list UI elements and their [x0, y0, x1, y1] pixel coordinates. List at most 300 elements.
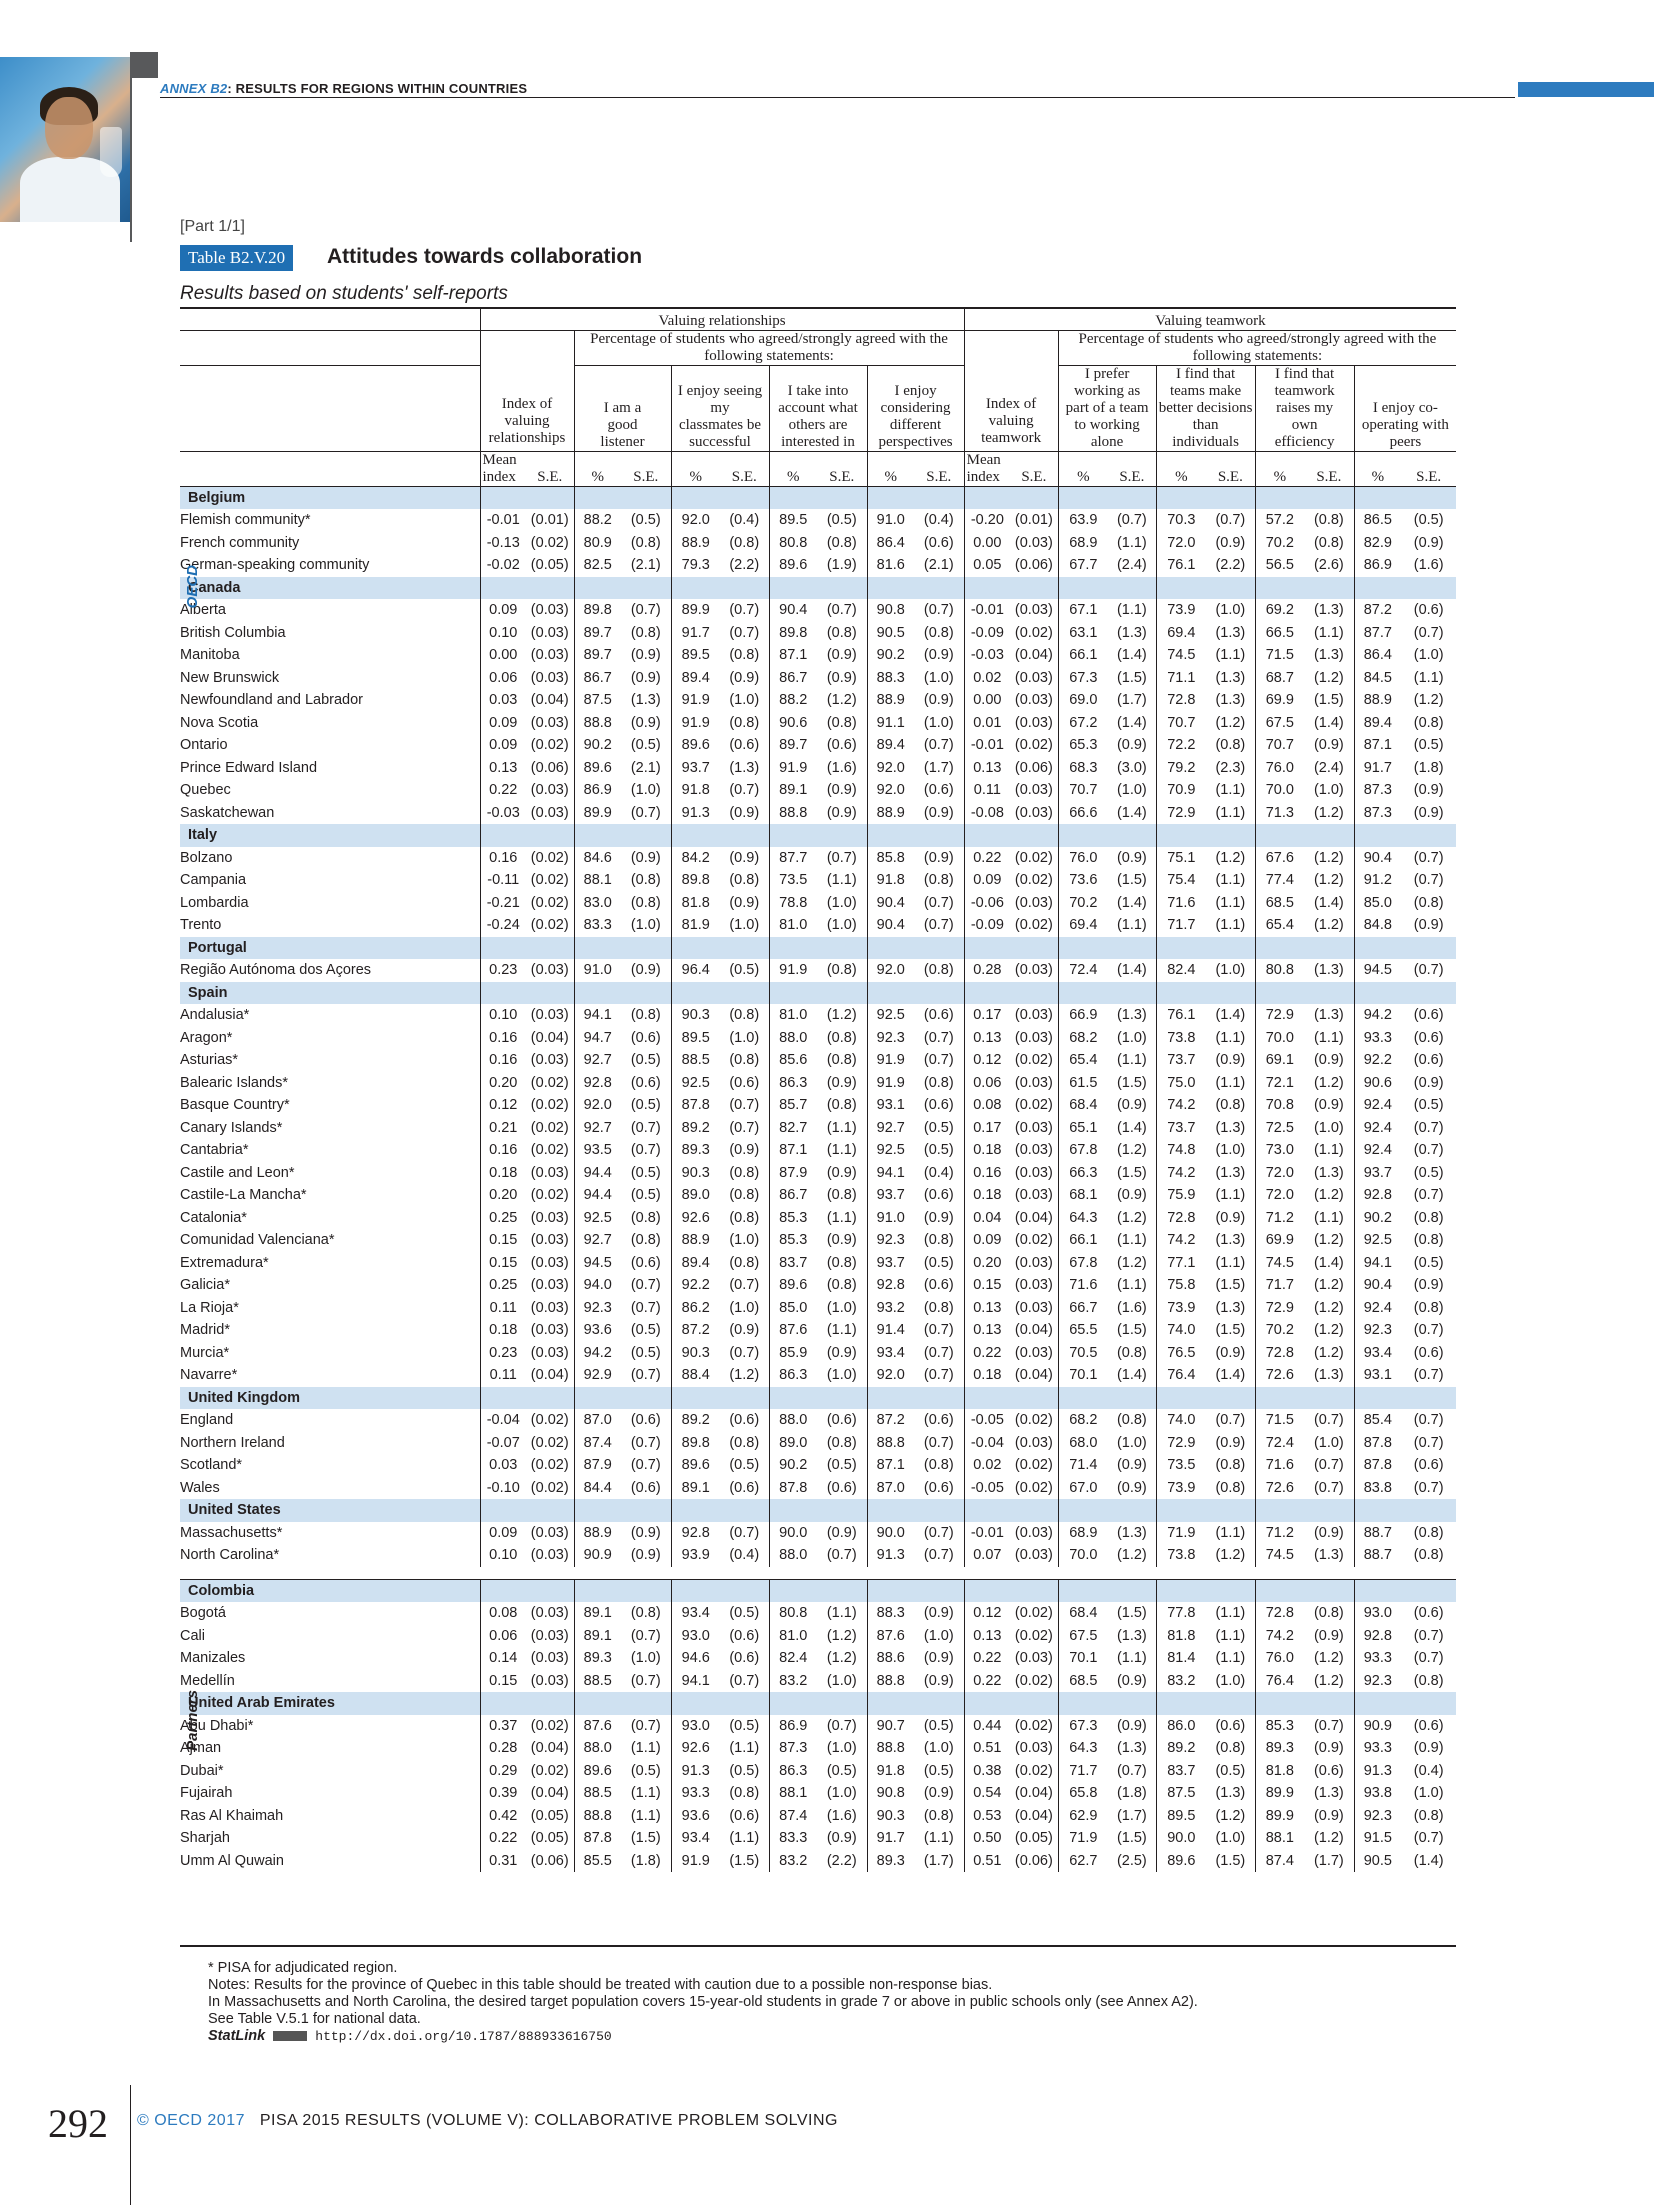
value-cell: 0.18 [480, 1319, 526, 1342]
value-cell: 73.0 [1255, 1139, 1304, 1162]
value-cell: 0.25 [480, 1274, 526, 1297]
se-cell: (0.02) [1014, 1605, 1053, 1621]
value-cell: 87.4 [1255, 1850, 1304, 1873]
value-cell: 88.8 [574, 712, 621, 735]
value-cell: 0.12 [964, 1602, 1010, 1625]
se-cell: (0.03) [1014, 1344, 1053, 1361]
value-cell: 89.0 [769, 1432, 817, 1455]
value-cell: 87.0 [867, 1477, 914, 1500]
value-cell: 92.8 [1354, 1184, 1401, 1207]
se-cell: (0.9) [1215, 534, 1246, 551]
se-cell: (0.9) [630, 1524, 661, 1541]
se-cell: (0.7) [729, 1277, 760, 1293]
value-cell: 90.4 [867, 914, 914, 937]
se-cell: (0.9) [1313, 1807, 1344, 1824]
value-cell: 71.1 [1156, 667, 1206, 690]
se-cell: (0.9) [729, 849, 760, 866]
region-name: Comunidad Valenciana* [180, 1232, 335, 1248]
se-cell: (0.02) [530, 1119, 569, 1136]
value-cell: 93.4 [1354, 1342, 1401, 1365]
value-cell: 71.7 [1058, 1760, 1108, 1783]
value-cell: 92.0 [574, 1094, 621, 1117]
value-cell: 71.4 [1058, 1454, 1108, 1477]
se-cell: (1.1) [1215, 1650, 1246, 1666]
se-cell: (1.5) [1313, 692, 1344, 708]
value-cell: 0.01 [964, 712, 1010, 735]
value-cell: 91.1 [867, 712, 914, 735]
value-cell: 68.9 [1058, 1522, 1108, 1545]
value-cell: 0.17 [964, 1117, 1010, 1140]
table-part: [Part 1/1] [180, 218, 245, 235]
table-row [180, 599, 1456, 622]
se-cell: (0.7) [1313, 1412, 1344, 1428]
value-cell: 87.0 [574, 1409, 621, 1432]
se-cell: (0.05) [530, 557, 569, 573]
se-cell: (0.02) [1014, 1052, 1053, 1068]
value-cell: 92.3 [1354, 1319, 1401, 1342]
value-cell: 0.12 [480, 1094, 526, 1117]
value-cell: 88.8 [769, 802, 817, 825]
value-cell: 88.7 [1354, 1544, 1401, 1567]
table-row [180, 1229, 1456, 1252]
se-cell: (0.6) [923, 1412, 954, 1428]
value-cell: 79.3 [671, 554, 720, 577]
se-cell: (1.4) [1116, 714, 1147, 731]
se-cell: (0.03) [1014, 1299, 1053, 1316]
se-cell: (0.8) [630, 624, 661, 641]
se-cell: (0.03) [530, 1605, 569, 1621]
se-cell: (1.0) [630, 917, 661, 933]
se-cell: (0.03) [1014, 1074, 1053, 1091]
value-cell: 0.06 [480, 1625, 526, 1648]
unit-se: S.E. [817, 451, 867, 486]
se-cell: (0.7) [923, 1524, 954, 1541]
se-cell: (0.6) [923, 1097, 954, 1113]
se-cell: (0.7) [1116, 1762, 1147, 1779]
value-cell: 89.6 [574, 757, 621, 780]
value-cell: 74.5 [1255, 1544, 1304, 1567]
se-cell: (1.2) [1313, 804, 1344, 821]
value-cell: 69.9 [1255, 689, 1304, 712]
se-cell: (1.0) [1215, 1830, 1246, 1846]
value-cell: 90.4 [1354, 1274, 1401, 1297]
se-cell: (3.0) [1116, 759, 1147, 776]
value-cell: 86.7 [769, 667, 817, 690]
se-cell: (0.9) [826, 1524, 857, 1541]
value-cell: 91.9 [867, 1072, 914, 1095]
value-cell: 93.1 [1354, 1364, 1401, 1387]
country-row [180, 824, 1456, 847]
value-cell: 87.8 [769, 1477, 817, 1500]
value-cell: 90.3 [867, 1805, 914, 1828]
se-cell: (0.9) [826, 1830, 857, 1846]
se-cell: (0.6) [923, 534, 954, 551]
table-row [180, 1625, 1456, 1648]
se-cell: (1.0) [923, 1740, 954, 1756]
value-cell: 0.15 [480, 1670, 526, 1693]
country-row [180, 486, 1456, 509]
header-photo [0, 57, 130, 222]
footer-title: PISA 2015 RESULTS (VOLUME V): COLLABORATIVE PROBLEM SOLVING [259, 2112, 838, 2129]
value-cell: 74.5 [1255, 1252, 1304, 1275]
value-cell: 93.6 [671, 1805, 720, 1828]
value-cell: 84.2 [671, 847, 720, 870]
value-cell: 80.8 [1255, 959, 1304, 982]
se-cell: (0.9) [1313, 1097, 1344, 1113]
se-cell: (1.3) [1215, 1164, 1246, 1181]
value-cell: 91.9 [769, 757, 817, 780]
se-cell: (1.4) [1116, 962, 1147, 978]
se-cell: (0.9) [1116, 737, 1147, 753]
col-cooperating-peers: I enjoy co-operating with peers [1361, 399, 1449, 450]
se-cell: (2.4) [1116, 557, 1147, 573]
se-cell: (0.02) [530, 1717, 569, 1734]
region-name: North Carolina* [180, 1547, 280, 1563]
table-row [180, 1207, 1456, 1230]
se-cell: (1.2) [826, 1650, 857, 1666]
value-cell: 81.4 [1156, 1647, 1206, 1670]
se-cell: (0.02) [530, 1412, 569, 1428]
country-row [180, 982, 1456, 1005]
value-cell: 90.0 [769, 1522, 817, 1545]
value-cell: 0.04 [964, 1207, 1010, 1230]
value-cell: 76.0 [1255, 757, 1304, 780]
se-cell: (0.9) [729, 894, 760, 911]
value-cell: 0.21 [480, 1117, 526, 1140]
value-cell: 91.9 [671, 689, 720, 712]
se-cell: (1.1) [1215, 917, 1246, 933]
se-cell: (0.9) [729, 804, 760, 821]
value-cell: 75.9 [1156, 1184, 1206, 1207]
value-cell: 92.0 [671, 509, 720, 532]
value-cell: 69.0 [1058, 689, 1108, 712]
se-cell: (1.0) [1313, 1434, 1344, 1451]
region-name: Trento [180, 917, 222, 933]
value-cell: 0.05 [964, 554, 1010, 577]
value-cell: 88.5 [574, 1782, 621, 1805]
region-name: Extremadura* [180, 1254, 269, 1271]
value-cell: 86.2 [671, 1297, 720, 1320]
value-cell: 0.00 [480, 644, 526, 667]
statlink [208, 2028, 1198, 2045]
se-cell: (0.04) [530, 1029, 569, 1046]
se-cell: (0.7) [1413, 849, 1444, 866]
value-cell: 65.4 [1058, 1049, 1108, 1072]
value-cell: 71.3 [1255, 802, 1304, 825]
unit-se: S.E. [1401, 451, 1456, 486]
region-name: Manitoba [180, 647, 240, 663]
se-cell: (0.06) [530, 759, 569, 776]
se-cell: (0.04) [1014, 1367, 1053, 1383]
se-cell: (0.7) [923, 602, 954, 618]
se-cell: (2.1) [923, 557, 954, 573]
table-row [180, 1162, 1456, 1185]
se-cell: (0.8) [630, 1232, 661, 1248]
value-cell: 81.8 [1156, 1625, 1206, 1648]
se-cell: (0.5) [1413, 512, 1444, 528]
value-cell: 87.2 [1354, 599, 1401, 622]
value-cell: 91.3 [867, 1544, 914, 1567]
value-cell: 90.4 [1354, 847, 1401, 870]
se-cell: (0.03) [530, 1524, 569, 1541]
se-cell: (0.7) [923, 1434, 954, 1451]
value-cell: 0.22 [964, 847, 1010, 870]
se-cell: (1.3) [1215, 1119, 1246, 1136]
se-cell: (1.1) [1116, 1052, 1147, 1068]
se-cell: (0.6) [729, 1650, 760, 1666]
value-cell: 70.7 [1058, 779, 1108, 802]
table-row [180, 1647, 1456, 1670]
se-cell: (0.03) [530, 1650, 569, 1666]
se-cell: (0.7) [1413, 1434, 1444, 1451]
value-cell: -0.13 [480, 532, 526, 555]
value-cell: 89.1 [574, 1602, 621, 1625]
statlink-icon [273, 2031, 307, 2041]
se-cell: (0.8) [1116, 1412, 1147, 1428]
se-cell: (0.7) [729, 602, 760, 618]
se-cell: (0.02) [1014, 1717, 1053, 1734]
se-cell: (1.3) [1215, 1299, 1246, 1316]
se-cell: (0.9) [1215, 1052, 1246, 1068]
se-cell: (0.9) [1116, 1479, 1147, 1496]
se-cell: (0.6) [630, 1479, 661, 1496]
value-cell: 0.16 [480, 847, 526, 870]
value-cell: 73.9 [1156, 599, 1206, 622]
value-cell: 66.5 [1255, 622, 1304, 645]
se-cell: (0.01) [1014, 512, 1053, 528]
value-cell: 71.6 [1255, 1454, 1304, 1477]
se-cell: (0.02) [530, 1434, 569, 1451]
se-cell: (0.7) [1413, 1119, 1444, 1136]
se-cell: (0.03) [1014, 1164, 1053, 1181]
se-cell: (0.03) [1014, 962, 1053, 978]
value-cell: 76.0 [1255, 1647, 1304, 1670]
value-cell: 92.8 [574, 1072, 621, 1095]
se-cell: (0.05) [1014, 1830, 1053, 1846]
se-cell: (1.3) [1116, 1627, 1147, 1644]
se-cell: (0.8) [1413, 1209, 1444, 1226]
se-cell: (0.03) [530, 602, 569, 618]
value-cell: 88.9 [1354, 689, 1401, 712]
value-cell: -0.21 [480, 892, 526, 915]
se-cell: (2.2) [729, 557, 760, 573]
value-cell: 0.09 [964, 1229, 1010, 1252]
country-name: Belgium [180, 486, 480, 509]
value-cell: 0.53 [964, 1805, 1010, 1828]
se-cell: (1.2) [1313, 1074, 1344, 1091]
value-cell: 0.11 [964, 779, 1010, 802]
se-cell: (1.0) [826, 1785, 857, 1801]
value-cell: 0.18 [480, 1162, 526, 1185]
se-cell: (0.8) [630, 872, 661, 888]
se-cell: (0.9) [1413, 1740, 1444, 1756]
se-cell: (1.0) [1215, 962, 1246, 978]
region-name: French community [180, 534, 300, 551]
region-name: Galicia* [180, 1277, 230, 1293]
value-cell: 91.9 [671, 1850, 720, 1873]
se-cell: (0.7) [923, 1029, 954, 1046]
table-row [180, 892, 1456, 915]
se-cell: (0.7) [1313, 1717, 1344, 1734]
value-cell: 67.8 [1058, 1252, 1108, 1275]
se-cell: (1.3) [1313, 647, 1344, 663]
se-cell: (0.9) [923, 1785, 954, 1801]
value-cell: 0.15 [964, 1274, 1010, 1297]
value-cell: 94.5 [1354, 959, 1401, 982]
value-cell: 0.22 [480, 1827, 526, 1850]
value-cell: 0.09 [480, 712, 526, 735]
se-cell: (0.7) [826, 602, 857, 618]
se-cell: (1.3) [1215, 1232, 1246, 1248]
se-cell: (0.6) [630, 1029, 661, 1046]
region-name: Basque Country* [180, 1097, 290, 1113]
region-name: Cantabria* [180, 1142, 249, 1158]
value-cell: 72.8 [1156, 1207, 1206, 1230]
value-cell: 0.13 [964, 1625, 1010, 1648]
value-cell: 88.0 [574, 1737, 621, 1760]
se-cell: (1.2) [1313, 1299, 1344, 1316]
value-cell: 92.8 [867, 1274, 914, 1297]
value-cell: 0.25 [480, 1207, 526, 1230]
footer-rule [130, 2085, 131, 2205]
value-cell: 89.9 [1255, 1805, 1304, 1828]
se-cell: (1.3) [1313, 1785, 1344, 1801]
value-cell: 92.0 [867, 1364, 914, 1387]
value-cell: 69.4 [1156, 622, 1206, 645]
country-name: United States [180, 1499, 480, 1522]
se-cell: (0.9) [630, 1547, 661, 1563]
value-cell: 89.7 [574, 644, 621, 667]
se-cell: (0.05) [530, 1807, 569, 1824]
se-cell: (0.03) [530, 1299, 569, 1316]
value-cell: 74.2 [1156, 1229, 1206, 1252]
value-cell: 89.9 [574, 802, 621, 825]
value-cell: -0.09 [964, 622, 1010, 645]
se-cell: (0.03) [1014, 1434, 1053, 1451]
region-name: Andalusia* [180, 1007, 250, 1023]
value-cell: 83.2 [769, 1670, 817, 1693]
se-cell: (0.5) [923, 1717, 954, 1734]
se-cell: (1.4) [1116, 1119, 1147, 1136]
se-cell: (0.9) [729, 669, 760, 686]
se-cell: (1.0) [923, 714, 954, 731]
value-cell: 88.2 [574, 509, 621, 532]
se-cell: (2.2) [826, 1852, 857, 1869]
value-cell: 82.7 [769, 1117, 817, 1140]
table-row [180, 914, 1456, 937]
se-cell: (1.4) [1215, 1367, 1246, 1383]
value-cell: 86.3 [769, 1072, 817, 1095]
se-cell: (0.8) [1413, 1547, 1444, 1563]
se-cell: (0.8) [1215, 1740, 1246, 1756]
value-cell: 85.3 [769, 1229, 817, 1252]
value-cell: 71.7 [1156, 914, 1206, 937]
se-cell: (1.3) [1313, 602, 1344, 618]
se-cell: (1.5) [1116, 1074, 1147, 1091]
table-subtitle: Results based on students' self-reports [180, 283, 508, 304]
value-cell: 65.1 [1058, 1117, 1108, 1140]
se-cell: (0.06) [1014, 759, 1053, 776]
se-cell: (1.2) [1116, 1209, 1147, 1226]
se-cell: (1.1) [1215, 1524, 1246, 1541]
se-cell: (0.8) [826, 1052, 857, 1068]
value-cell: 91.4 [867, 1319, 914, 1342]
value-cell: 0.09 [480, 734, 526, 757]
value-cell: -0.01 [964, 599, 1010, 622]
value-cell: 92.4 [1354, 1117, 1401, 1140]
value-cell: 88.2 [769, 689, 817, 712]
se-cell: (0.9) [729, 1322, 760, 1338]
value-cell: 91.7 [671, 622, 720, 645]
se-cell: (0.9) [1116, 1187, 1147, 1203]
value-cell: 67.5 [1255, 712, 1304, 735]
value-cell: 0.29 [480, 1760, 526, 1783]
value-cell: 84.4 [574, 1477, 621, 1500]
se-cell: (1.1) [826, 1119, 857, 1136]
se-cell: (0.7) [1413, 624, 1444, 641]
se-cell: (1.2) [1413, 692, 1444, 708]
se-cell: (1.2) [1116, 1547, 1147, 1563]
country-row [180, 1579, 1456, 1602]
table-row [180, 869, 1456, 892]
se-cell: (0.04) [530, 1740, 569, 1756]
table-row [180, 554, 1456, 577]
value-cell: 92.4 [1354, 1297, 1401, 1320]
se-cell: (0.02) [1014, 737, 1053, 753]
se-cell: (0.8) [630, 1605, 661, 1621]
value-cell: 88.8 [867, 1432, 914, 1455]
se-cell: (0.7) [729, 1097, 760, 1113]
value-cell: 94.6 [671, 1647, 720, 1670]
se-cell: (0.7) [1413, 1479, 1444, 1496]
value-cell: 0.13 [964, 1027, 1010, 1050]
se-cell: (0.7) [1116, 512, 1147, 528]
value-cell: 88.9 [671, 1229, 720, 1252]
value-cell: 90.2 [574, 734, 621, 757]
se-cell: (1.1) [1313, 1142, 1344, 1158]
value-cell: 0.06 [480, 667, 526, 690]
se-cell: (1.6) [1116, 1299, 1147, 1316]
country-row [180, 1387, 1456, 1410]
value-cell: 83.0 [574, 892, 621, 915]
se-cell: (1.0) [1215, 1672, 1246, 1689]
se-cell: (0.03) [530, 1254, 569, 1271]
se-cell: (0.02) [1014, 1479, 1053, 1496]
statlink-url[interactable]: http://dx.doi.org/10.1787/888933616750 [315, 2029, 612, 2044]
se-cell: (0.9) [1215, 1344, 1246, 1361]
se-cell: (0.9) [923, 1650, 954, 1666]
se-cell: (0.8) [826, 1277, 857, 1293]
se-cell: (1.2) [1313, 1187, 1344, 1203]
se-cell: (0.03) [1014, 534, 1053, 551]
se-cell: (2.4) [1313, 759, 1344, 776]
value-cell: 87.3 [769, 1737, 817, 1760]
se-cell: (0.9) [1313, 1627, 1344, 1644]
value-cell: 61.5 [1058, 1072, 1108, 1095]
value-cell: 83.2 [769, 1850, 817, 1873]
value-cell: 87.8 [671, 1094, 720, 1117]
se-cell: (0.7) [923, 1547, 954, 1563]
annex-heading: ANNEX B2: RESULTS FOR REGIONS WITHIN COUNTRIES [160, 81, 528, 96]
unit-se: S.E. [914, 451, 964, 486]
value-cell: 64.3 [1058, 1207, 1108, 1230]
se-cell: (2.3) [1215, 759, 1246, 776]
se-cell: (1.1) [1116, 534, 1147, 551]
se-cell: (1.1) [826, 1322, 857, 1338]
note-us-states: In Massachusetts and North Carolina, the desired target population covers 15-year-old students in grade 7 or above in public schools only (see Annex A2). [208, 1994, 1198, 2010]
se-cell: (2.5) [1116, 1852, 1147, 1869]
value-cell: 87.9 [574, 1454, 621, 1477]
